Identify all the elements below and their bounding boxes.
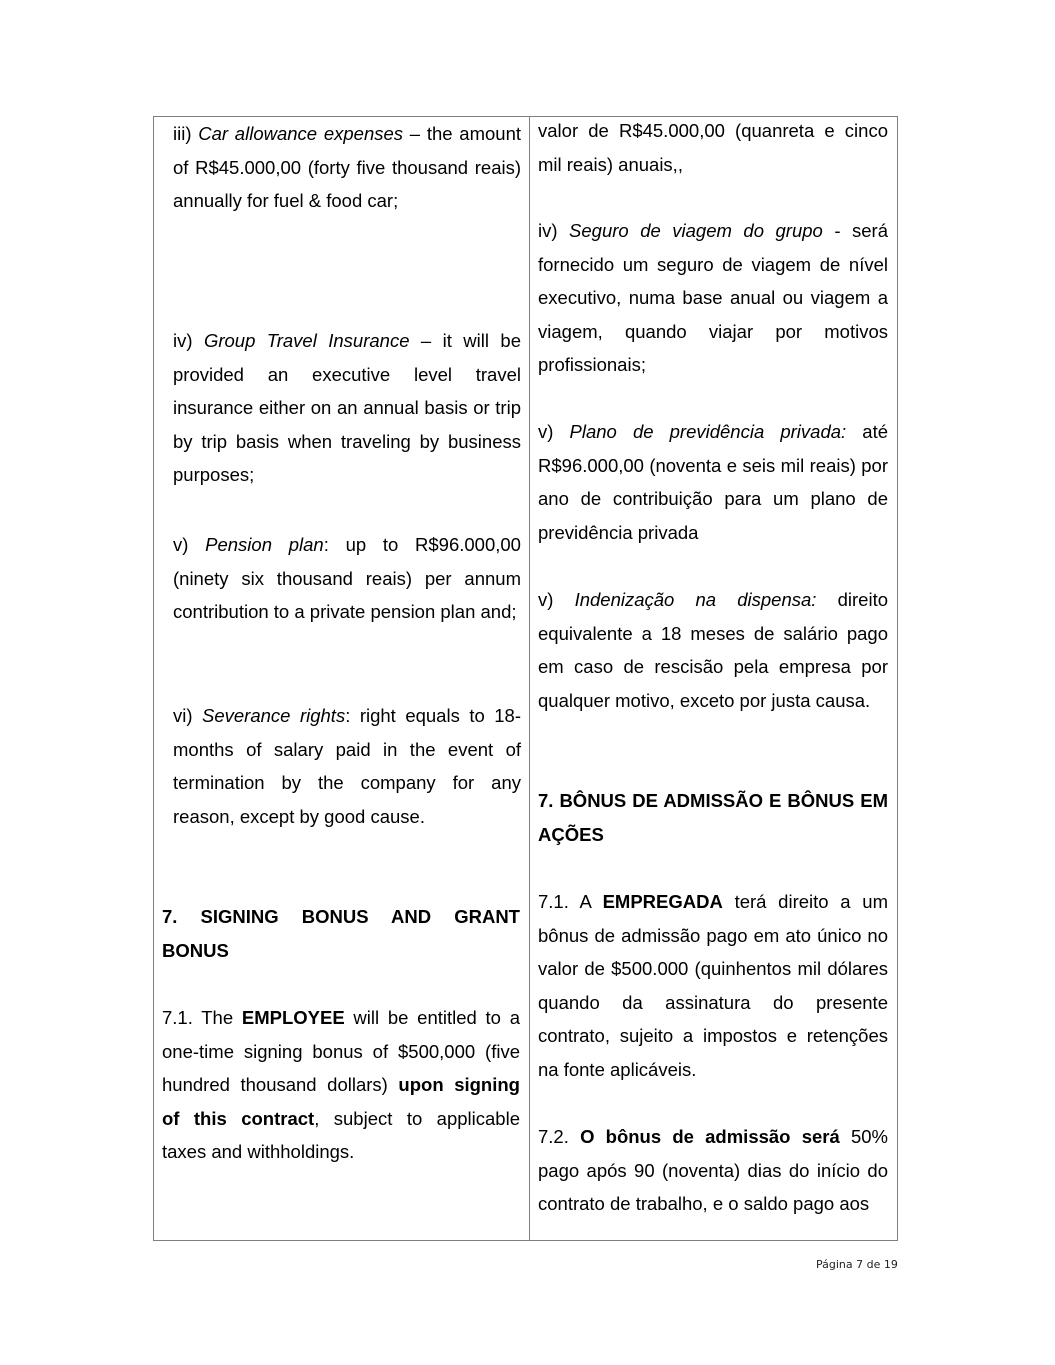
pt-severance: v) Indenização na dispensa: direito equivalente a 18 meses de salário pago em caso de rescisão pela empresa por qualquer motivo, exceto por justa causa. <box>538 589 888 711</box>
en-travel-insurance: iv) Group Travel Insurance – it will be provided an executive level travel insurance either on an annual basis or trip by trip basis when traveling by business purposes; <box>173 330 522 485</box>
en-car-allowance-title: Car allowance expenses <box>198 123 404 144</box>
en-travel-insurance-title: Group Travel Insurance <box>203 330 410 351</box>
en-pension-plan: v) Pension plan: up to R$96.000,00 (ninety six thousand reais) per annum contribution to a private pension plan and; <box>173 534 521 622</box>
en-severance-rights: vi) Severance rights: right equals to 18-months of salary paid in the event of termination by the company for any reason, except by good cause. <box>173 705 521 827</box>
pt-pension-plan-title: Plano de previdência privada: <box>569 421 847 442</box>
pt-clause-7-1: 7.1. A EMPREGADA terá direito a um bônus de admissão pago em ato único no valor de $500.000 (quinhentos mil dólares quando da assinatura do presente contrato, sujeito a impostos e retenções na fonte aplicáveis. <box>538 891 888 1080</box>
en-pension-plan-title: Pension plan <box>205 534 324 555</box>
en-section-7-heading: 7. SIGNING BONUS AND GRANT BONUS <box>162 906 520 961</box>
pt-severance-title: Indenização na dispensa: <box>574 589 817 610</box>
page-number: Página 7 de 19 <box>816 1258 898 1271</box>
pt-pension-plan: v) Plano de previdência privada: até R$96.000,00 (noventa e seis mil reais) por ano de contribuição para um plano de previdência privada <box>538 421 888 543</box>
pt-car-allowance-continuation: valor de R$45.000,00 (quanreta e cinco mil reais) anuais,, <box>538 120 888 175</box>
pt-section-7-heading: 7. BÔNUS DE ADMISSÃO E BÔNUS EM AÇÕES <box>538 790 888 845</box>
bilingual-contract-table <box>153 116 898 1241</box>
column-divider <box>529 117 530 1240</box>
pt-clause-7-2: 7.2. O bônus de admissão será 50% pago após 90 (noventa) dias do início do contrato de trabalho, e o saldo pago aos <box>538 1126 888 1214</box>
pt-travel-insurance-title: Seguro de viagem do grupo <box>569 220 823 241</box>
en-car-allowance: iii) Car allowance expenses – the amount of R$45.000,00 (forty five thousand reais) annually for fuel & food car; <box>173 123 521 211</box>
en-clause-7-1: 7.1. The EMPLOYEE will be entitled to a one-time signing bonus of $500,000 (five hundred thousand dollars) upon signing of this contract, subject to applicable taxes and withholdings. <box>162 1007 520 1162</box>
en-severance-rights-title: Severance rights <box>202 705 346 726</box>
pt-travel-insurance: iv) Seguro de viagem do grupo - será fornecido um seguro de viagem de nível executivo, numa base anual ou viagem a viagem, quando viajar por motivos profissionais; <box>538 220 888 375</box>
